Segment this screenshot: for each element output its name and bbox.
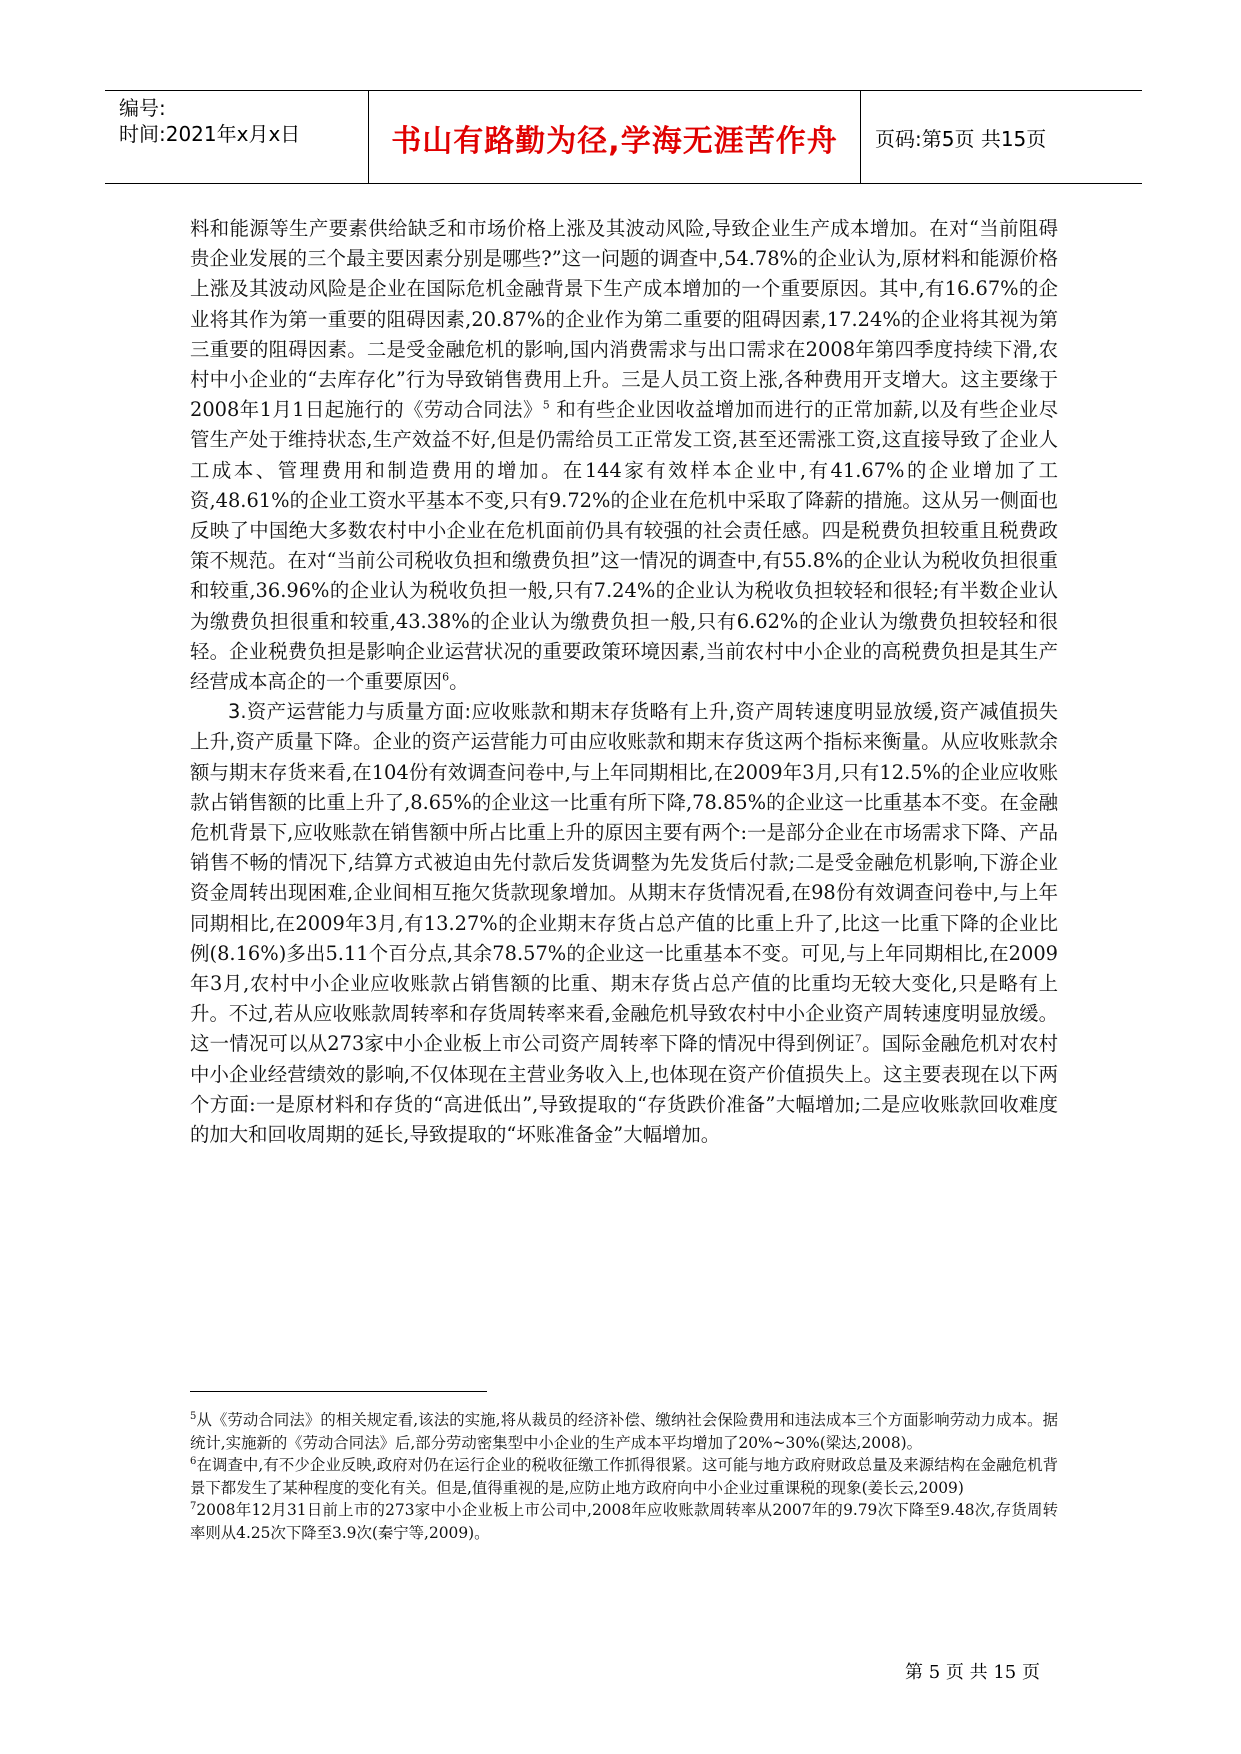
paragraph-2-text-a: 企业的资产运营能力可由应收账款和期末存货这两个指标来衡量。从应收账款余额与期末存货来看,在104份有效调查问卷中,与上年同期相比,在2009年3月,只有12.5%的企业应收账款占销售额的比重上升了,8.65%的企业这一比重有所下降,78.85%的企业这一比重基本不变。在金融危机背景下,应收账款在销售额中所占比重上升的原因主要有两个:一是部分企业在市场需求下降、产品销售不畅的情况下,结算方式被迫由先付款后发货调整为先发货后付款;二是受金融危机影响,下游企业资金周转出现困难,企业间相互拖欠货款现象增加。从期末存货情况看,在98份有效调查问卷中,与上年同期相比,在2009年3月,有13.27%的企业期末存货占总产值的比重上升了,比这一比重下降的企业比例(8.16%)多出5.11个百分点,其余78.57%的企业这一比重基本不变。可见,与上年同期相比,在2009年3月,农村中小企业应收账款占销售额的比重、期末存货占总产值的比重均无较大变化,只是略有上升。不过,若从应收账款周转率和存货周转率来看,金融危机导致农村中小企业资产周转速度明显放缓。这一情况可以从273家中小企业板上市公司资产周转率下降的情况中得到例证	[190, 730, 1059, 1056]
page-header	[105, 90, 1142, 184]
header-number-label: 编号:	[119, 96, 166, 120]
paragraph-2-lead: 3.资产运营能力与质量方面:应收账款和期末存货略有上升,资产周转速度明显放缓,资产减值损失上升,资产质量下降。	[190, 700, 1058, 754]
footnote-mark: 6	[190, 1455, 197, 1467]
document-body	[190, 214, 1058, 1150]
footnote-7	[190, 1499, 1058, 1544]
header-divider-right	[860, 90, 861, 184]
paragraph-2-text-b: 。国际金融危机对农村中小企业经营绩效的影响,不仅体现在主营业务收入上,也体现在资产价值损失上。这主要表现在以下两个方面:一是原材料和存货的“高进低出”,导致提取的“存货跌价准备”大幅增加;二是应收账款回收难度的加大和回收周期的延长,导致提取的“坏账准备金”大幅增加。	[190, 1032, 1059, 1147]
header-bottom-rule	[105, 183, 1142, 184]
footnote-text: 在调查中,有不少企业反映,政府对仍在运行企业的税收征缴工作抓得很紧。这可能与地方政府财政总量及来源结构在金融危机背景下都发生了某种程度的变化有关。但是,值得重视的是,应防止地方政府向中小企业过重课税的现象(姜长云,2009)	[190, 1456, 1058, 1497]
footnote-ref-5[interactable]: 5	[542, 398, 550, 412]
footnotes	[190, 1409, 1058, 1544]
footnote-mark: 7	[190, 1500, 197, 1512]
header-top-rule	[105, 90, 1142, 91]
header-meta	[119, 95, 300, 147]
footnote-text: 从《劳动合同法》的相关规定看,该法的实施,将从裁员的经济补偿、缴纳社会保险费用和违法成本三个方面影响劳动力成本。据统计,实施新的《劳动合同法》后,部分劳动密集型中小企业的生产成本平均增加了20%~30%(梁达,2008)。	[190, 1411, 1058, 1452]
header-motto: 书山有路勤为径,学海无涯苦作舟	[391, 124, 838, 159]
footnote-text: 2008年12月31日前上市的273家中小企业板上市公司中,2008年应收账款周转率从2007年的9.79次下降至9.48次,存货周转率则从4.25次下降至3.9次(秦宁等,2009)。	[190, 1501, 1058, 1542]
header-page-info: 页码:第5页 共15页	[875, 127, 1047, 151]
footnote-separator	[190, 1391, 487, 1392]
paragraph-1-text-b: 和有些企业因收益增加而进行的正常加薪,以及有些企业尽管生产处于维持状态,生产效益不好,但是仍需给员工正常发工资,甚至还需涨工资,这直接导致了企业人工成本、管理费用和制造费用的增加。在144家有效样本企业中,有41.67%的企业增加了工资,48.61%的企业工资水平基本不变,只有9.72%的企业在危机中采取了降薪的措施。这从另一侧面也反映了中国绝大多数农村中小企业在危机面前仍具有较强的社会责任感。四是税费负担较重且税费政策不规范。在对“当前公司税收负担和缴费负担”这一情况的调查中,有55.8%的企业认为税收负担很重和较重,36.96%的企业认为税收负担一般,只有7.24%的企业认为税收负担较轻和很轻;有半数企业认为缴费负担很重和较重,43.38%的企业认为缴费负担一般,只有6.62%的企业认为缴费负担较轻和很轻。企业税费负担是影响企业运营状况的重要政策环境因素,当前农村中小企业的高税费负担是其生产经营成本高企的一个重要原因	[190, 398, 1059, 694]
footnote-ref-7[interactable]: 7	[854, 1033, 862, 1047]
paragraph-1-text-c: 。	[449, 670, 469, 694]
paragraph-1	[190, 214, 1058, 697]
paragraph-1-text-a: 料和能源等生产要素供给缺乏和市场价格上涨及其波动风险,导致企业生产成本增加。在对“当前阻碍贵企业发展的三个最主要因素分别是哪些?”这一问题的调查中,54.78%的企业认为,原材料和能源价格上涨及其波动风险是企业在国际危机金融背景下生产成本增加的一个重要原因。其中,有16.67%的企业将其作为第一重要的阻碍因素,20.87%的企业作为第二重要的阻碍因素,17.24%的企业将其视为第三重要的阻碍因素。二是受金融危机的影响,国内消费需求与出口需求在2008年第四季度持续下滑,农村中小企业的“去库存化”行为导致销售费用上升。三是人员工资上涨,各种费用开支增大。这主要缘于2008年1月1日起施行的《劳动合同法》	[190, 217, 1058, 422]
footnote-mark: 5	[190, 1410, 197, 1422]
paragraph-2	[190, 697, 1058, 1150]
footnote-ref-6[interactable]: 6	[442, 670, 450, 684]
page-number-footer: 第 5 页 共 15 页	[905, 1662, 1040, 1683]
header-time-label: 时间:2021年x月x日	[119, 122, 301, 146]
footnote-5	[190, 1409, 1058, 1454]
footnote-6	[190, 1454, 1058, 1499]
